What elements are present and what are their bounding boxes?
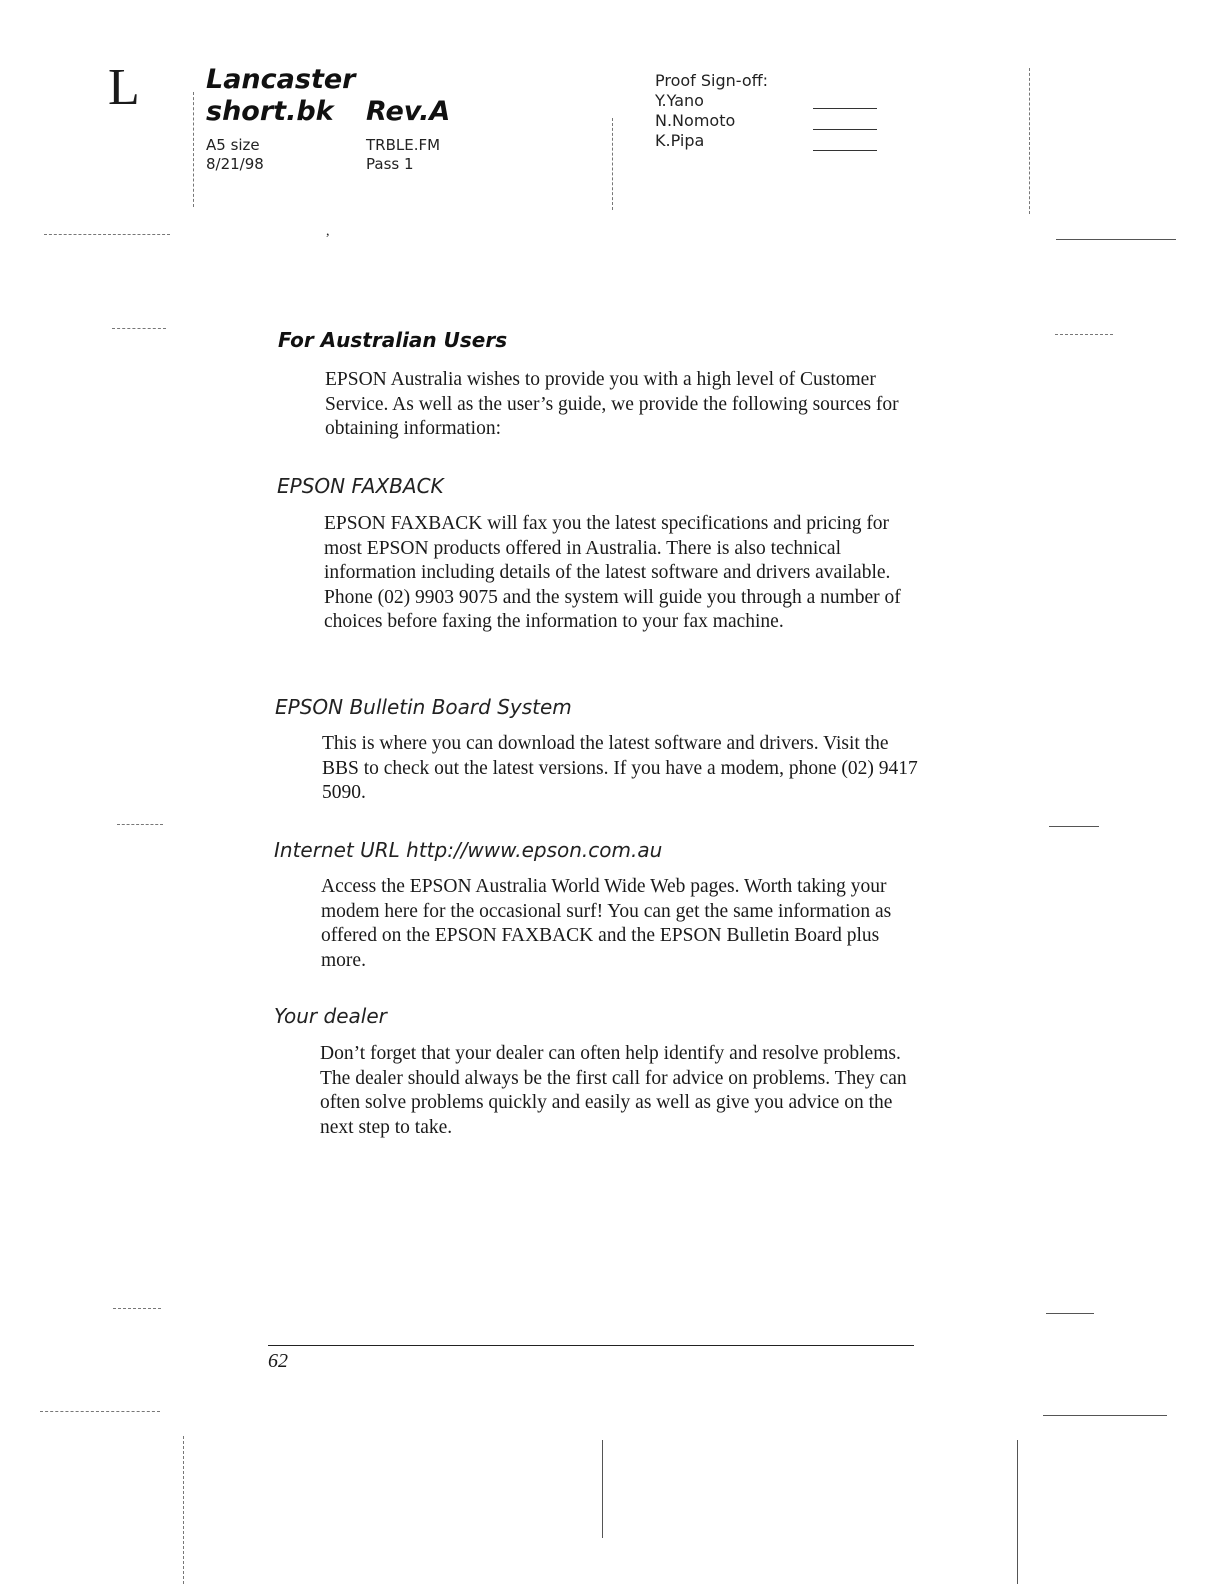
signoff-name: K.Pipa — [655, 131, 705, 150]
margin-mark-left — [112, 328, 166, 329]
subheading-faxback: EPSON FAXBACK — [277, 474, 444, 498]
margin-letter: L — [108, 59, 140, 116]
book-title — [206, 64, 355, 128]
bottom-trim-right — [1017, 1440, 1018, 1584]
section-heading-main: For Australian Users — [278, 328, 508, 352]
signoff-line — [813, 129, 877, 130]
crop-mark-right — [1056, 239, 1176, 240]
book-title-line1: Lancaster — [206, 64, 356, 95]
subheading-dealer: Your dealer — [274, 1004, 387, 1028]
paragraph-faxback: EPSON FAXBACK will fax you the latest specifications and pricing for most EPSON products offered in Australia. There is also technical information including details of the latest software and drivers available. Phone (02) 9903 9075 and the system will guide you through a number of choices before faxing the information to your fax machine. — [324, 513, 901, 632]
signoff-name: Y.Yano — [655, 91, 704, 110]
stray-mark: , — [326, 224, 330, 239]
paragraph-internet-url: Access the EPSON Australia World Wide Web pages. Worth taking your modem here for the occasional surf! You can get the same information as offered on the EPSON FAXBACK and the EPSON Bulletin Board plus more. — [321, 876, 892, 971]
signoff-line — [813, 150, 877, 151]
subheading-internet-url: Internet URL http://www.epson.com.au — [274, 838, 663, 862]
footer-rule — [268, 1345, 914, 1346]
bottom-trim-left — [183, 1436, 184, 1584]
signoff-name: N.Nomoto — [655, 111, 736, 130]
margin-mark-right — [1049, 826, 1099, 827]
page-number: 62 — [268, 1350, 288, 1372]
doc-size: A5 size — [206, 136, 260, 154]
paragraph-dealer: Don’t forget that your dealer can often help identify and resolve problems. The dealer should always be the first call for advice on problems. They can often solve problems quickly and easily as well as give you advice on the next step to take. — [320, 1043, 907, 1138]
doc-size-date — [206, 136, 264, 174]
margin-mark-left — [113, 1308, 161, 1309]
header-divider-middle — [612, 118, 613, 210]
intro-paragraph: EPSON Australia wishes to provide you with a high level of Customer Service. As well as the user’s guide, we provide the following sources for obtaining information: — [325, 369, 899, 439]
book-title-line2: short.bk — [206, 96, 334, 127]
margin-mark-right — [1055, 334, 1113, 335]
doc-date: 8/21/98 — [206, 155, 264, 173]
bottom-trim-middle — [602, 1440, 603, 1538]
doc-file: TRBLE.FM — [366, 136, 441, 154]
crop-mark-left — [44, 234, 170, 235]
subheading-bbs: EPSON Bulletin Board System — [275, 695, 572, 719]
signoff-line — [813, 108, 877, 109]
proof-signoff — [655, 71, 768, 151]
header-divider-right — [1029, 68, 1030, 214]
revision-label: Rev.A — [366, 96, 451, 127]
doc-pass: Pass 1 — [366, 155, 414, 173]
crop-mark-right — [1043, 1415, 1167, 1416]
signoff-title: Proof Sign-off: — [655, 71, 769, 90]
margin-mark-right — [1046, 1313, 1094, 1314]
doc-file-pass — [366, 136, 440, 174]
header-divider-left — [193, 92, 194, 207]
crop-mark-left — [40, 1411, 160, 1412]
margin-mark-left — [117, 824, 163, 825]
paragraph-bbs: This is where you can download the latest software and drivers. Visit the BBS to check out the latest versions. If you have a modem, phone (02) 9417 5090. — [322, 733, 918, 803]
